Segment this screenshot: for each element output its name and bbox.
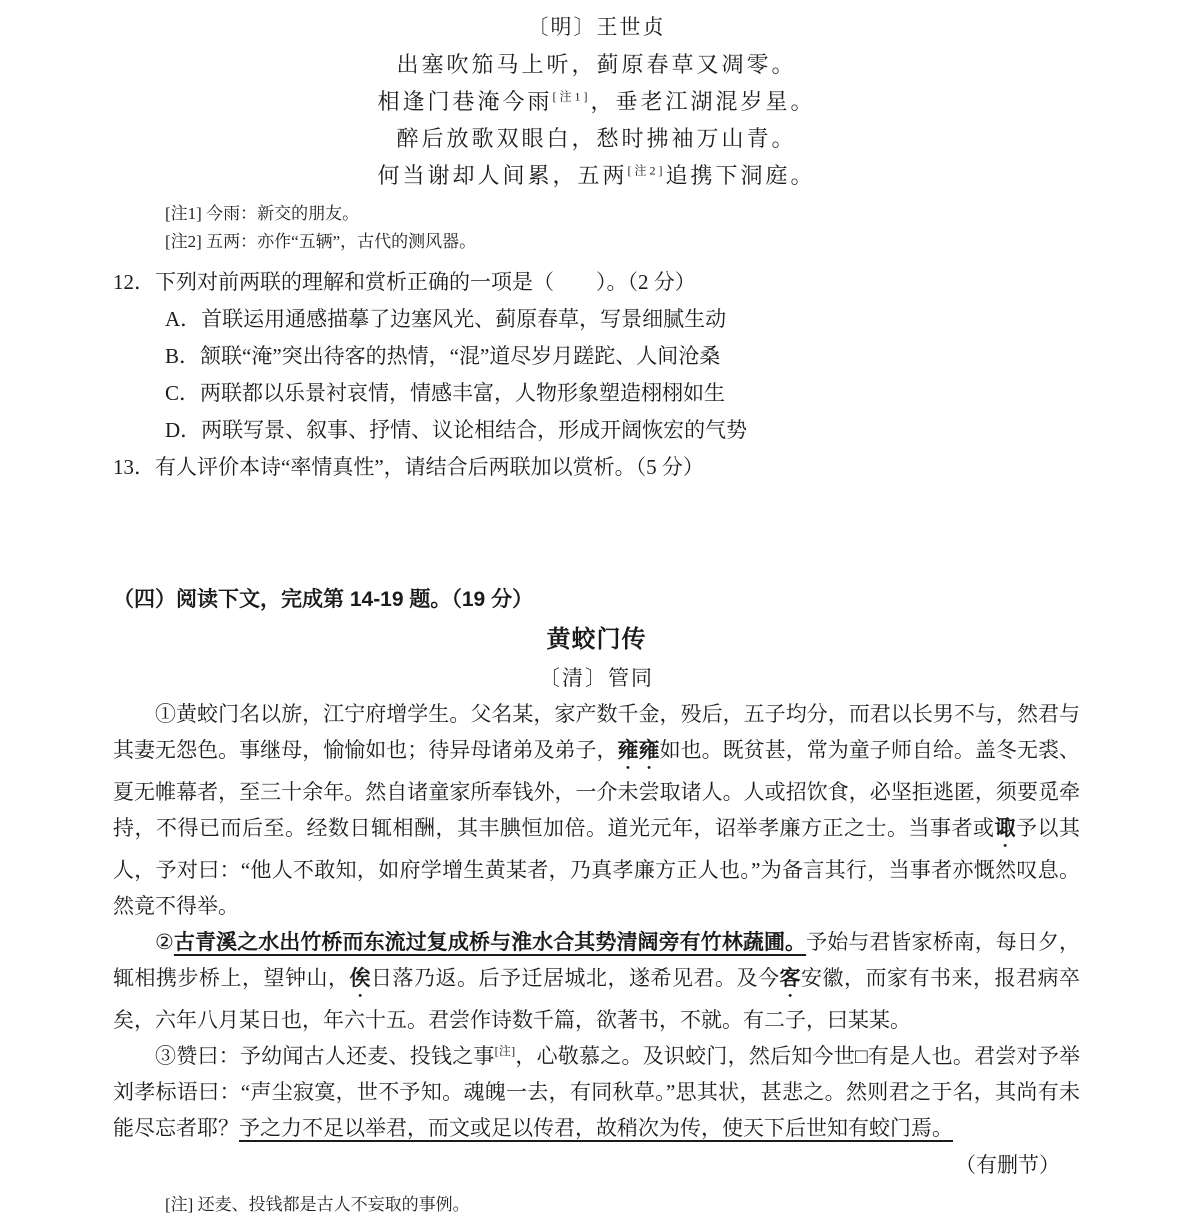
poem-section bbox=[113, 8, 1080, 256]
question-13-stem: 13．有人评价本诗“率情真性”，请结合后两联加以赏析。（5 分） bbox=[113, 455, 704, 479]
passage-paragraph-2: ②古青溪之水出竹桥而东流过复成桥与淮水合其势清阔旁有竹林蔬圃。予始与君皆家桥南，每日夕，辄相携步桥上，望钟山，俟日落乃返。后予迁居城北，遂希见君。及今客安徽，而家有书来，报君病卒矣，六年八月某日也，年六十五。君尝作诗数千篇，欲著书，不就。有二子，曰某某。 bbox=[113, 930, 1081, 1032]
question-12-option-a: A．首联运用通感描摹了边塞风光、蓟原春草，写景细腻生动 bbox=[165, 307, 727, 331]
poem-line-1: 出塞吹笳马上听，蓟原春草又凋零。 bbox=[396, 52, 797, 77]
question-12-option-c: C．两联都以乐景衬哀情，情感丰富，人物形象塑造栩栩如生 bbox=[165, 381, 726, 405]
passage-author: 〔清〕管同 bbox=[539, 666, 654, 690]
poem-line-2: 相逢门巷淹今雨[注1]，垂老江湖混岁星。 bbox=[377, 89, 816, 114]
question-12-option-b: B．颔联“淹”突出待客的热情，“混”道尽岁月蹉跎、人间沧桑 bbox=[165, 344, 721, 368]
passage-paragraph-1: ①黄蛟门名以旂，江宁府增学生。父名某，家产数千金，殁后，五子均分，而君以长男不与，然君与其妻无怨色。事继母，愉愉如也；待异母诸弟及弟子，雍雍如也。既贫甚，常为童子师自给。盖冬无裘、夏无帷幕者，至三十余年。然自诸童家所奉钱外，一介未尝取诸人。人或招饮食，必坚拒逃匿，须要觅牵持，不得已而后至。经数日辄相酬，其丰腆恒加倍。道光元年，诏举孝廉方正之士。当事者或诹予以其人，予对曰：“他人不敢知，如府学增生黄某者，乃真孝廉方正人也。”为备言其行，当事者亦慨然叹息。然竟不得举。 bbox=[113, 702, 1080, 918]
deletion-note: （有删节） bbox=[955, 1153, 1060, 1177]
passage-section-header: （四）阅读下文，完成第 14-19 题。（19 分） bbox=[113, 588, 534, 611]
passage-title: 黄蛟门传 bbox=[546, 626, 647, 653]
poem-note-2: [注2] 五两：亦作“五辆”，古代的测风器。 bbox=[165, 232, 477, 251]
poem-notes bbox=[113, 200, 1080, 256]
passage-footnote: [注] 还麦、投钱都是古人不妄取的事例。 bbox=[165, 1195, 470, 1214]
poem-line-4: 何当谢却人间累，五两[注2]追携下洞庭。 bbox=[377, 163, 816, 188]
question-12-option-d: D．两联写景、叙事、抒情、议论相结合，形成开阔恢宏的气势 bbox=[165, 418, 748, 442]
poem-line-3: 醉后放歌双眼白，愁时拂袖万山青。 bbox=[396, 126, 797, 151]
poem-author: 〔明〕王世贞 bbox=[527, 15, 666, 39]
poem-questions bbox=[113, 264, 1080, 486]
poem-note-1: [注1] 今雨：新交的朋友。 bbox=[165, 204, 360, 223]
passage-paragraph-3: ③赞曰：予幼闻古人还麦、投钱之事[注]，心敬慕之。及识蛟门，然后知今世□有是人也。君尝对予举刘孝标语曰：“声尘寂寞，世不予知。魂魄一去，有同秋草。”思其状，甚悲之。然则君之于名，其尚有未能尽忘者耶？予之力不足以举君，而文或足以传君，故稍次为传，使天下后世知有蛟门焉。 bbox=[113, 1044, 1080, 1140]
passage-section bbox=[113, 581, 1080, 1218]
question-12-stem: 12．下列对前两联的理解和赏析正确的一项是（ ）。（2 分） bbox=[113, 270, 696, 294]
